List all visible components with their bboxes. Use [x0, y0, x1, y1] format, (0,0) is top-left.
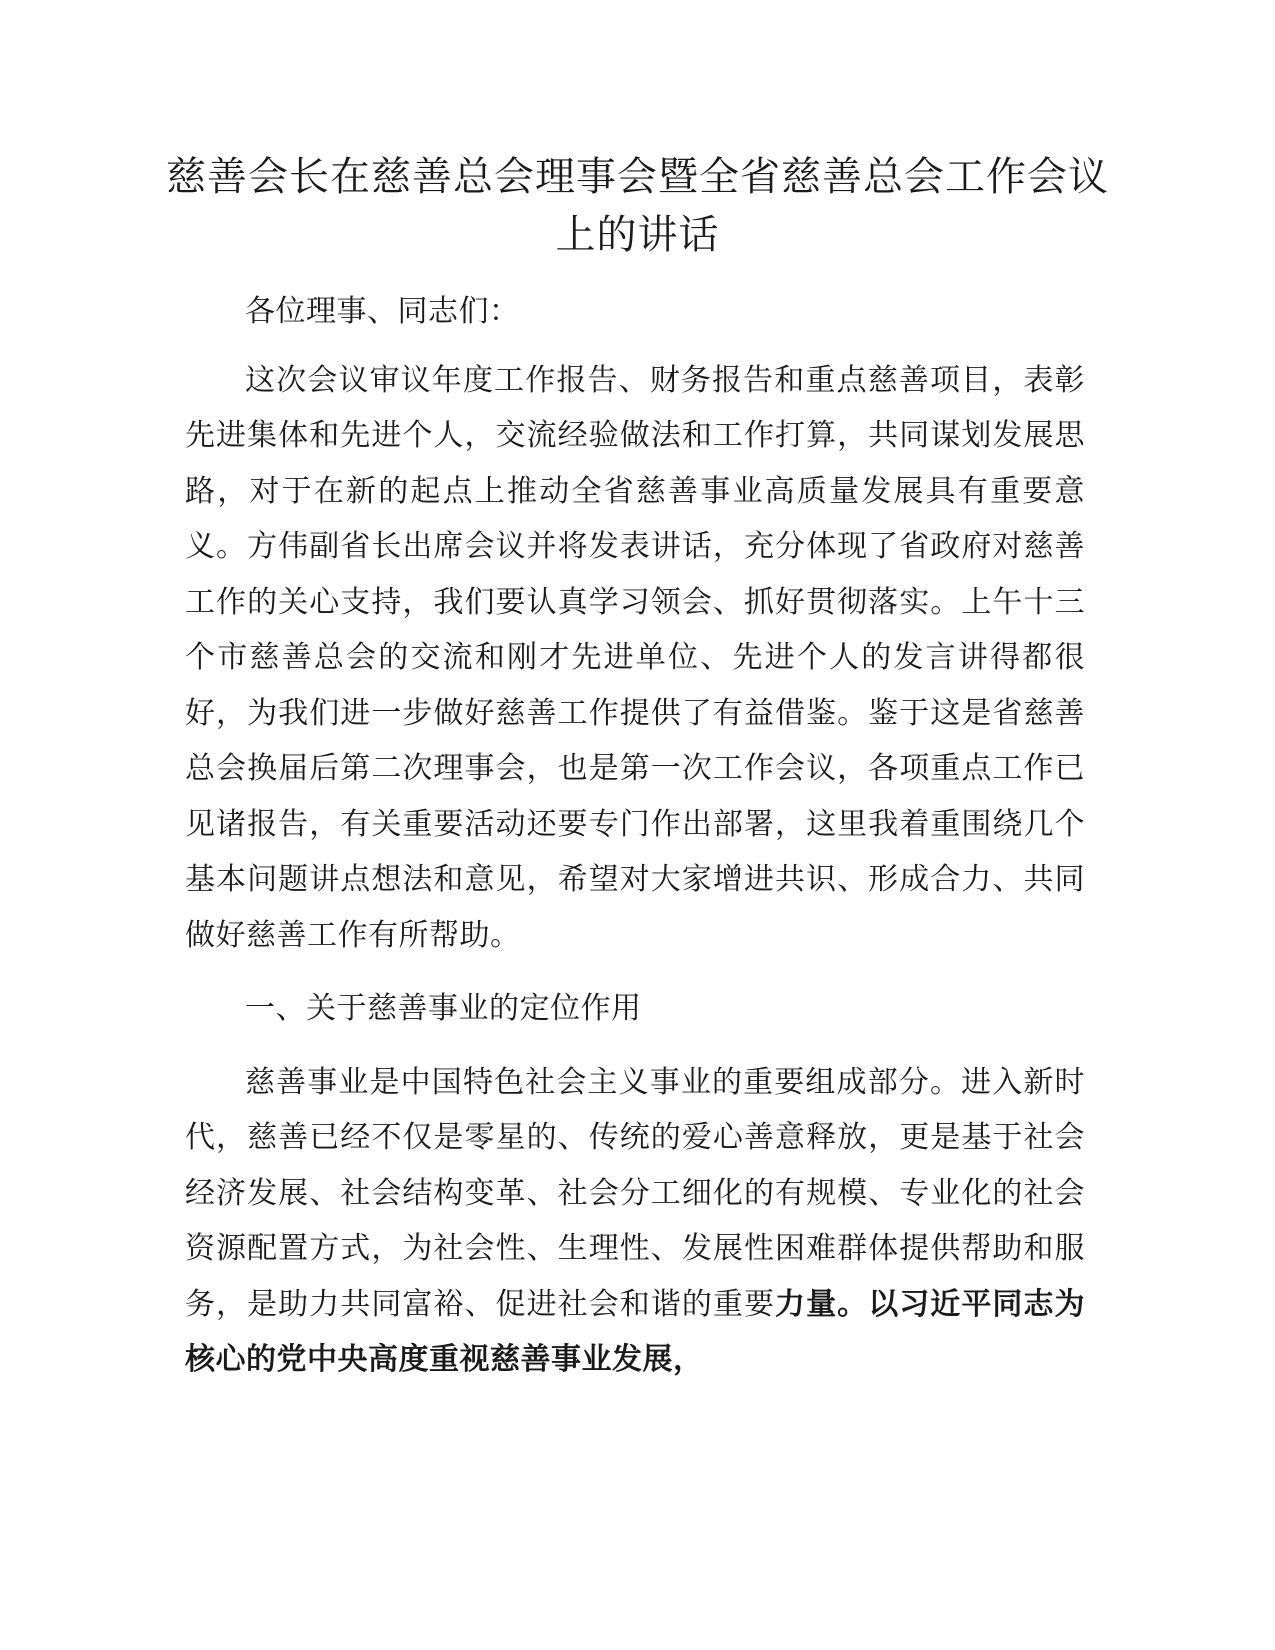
- section-heading-1: 一、关于慈善事业的定位作用: [245, 991, 642, 1026]
- document-body: [185, 284, 1085, 1388]
- salutation: 各位理事、同志们：: [245, 294, 520, 329]
- paragraph-positioning-text: 慈善事业是中国特色社会主义事业的重要组成部分。进入新时代，慈善已经不仅是零星的、传统的爱心善意释放，更是基于社会经济发展、社会结构变革、社会分工细化的有规模、专业化的社会资源配置方式，为社会性、生理性、发展性困难群体提供帮助和服务，是助力共同富裕、促进社会和谐的重要: [185, 1064, 1085, 1322]
- document-title: 慈善会长在慈善总会理事会暨全省慈善总会工作会议上的讲话: [166, 154, 1109, 258]
- paragraph-positioning-bold-text: 力量。以习近平同志为核心的党中央高度重视慈善事业发展，: [185, 1286, 1086, 1377]
- paragraph-opening: 这次会议审议年度工作报告、财务报告和重点慈善项目，表彰先进集体和先进个人，交流经验做法和工作打算，共同谋划发展思路，对于在新的起点上推动全省慈善事业高质量发展具有重要意义。方伟副省长出席会议并将发表讲话，充分体现了省政府对慈善工作的关心支持，我们要认真学习领会、抓好贯彻落实。上午十三个市慈善总会的交流和刚才先进单位、先进个人的发言讲得都很好，为我们进一步做好慈善工作提供了有益借鉴。鉴于这是省慈善总会换届后第二次理事会，也是第一次工作会议，各项重点工作已见诸报告，有关重要活动还要专门作出部署，这里我着重围绕几个基本问题讲点想法和意见，希望对大家增进共识、形成合力、共同做好慈善工作有所帮助。: [185, 362, 1085, 953]
- paragraph-positioning: [185, 1055, 1085, 1388]
